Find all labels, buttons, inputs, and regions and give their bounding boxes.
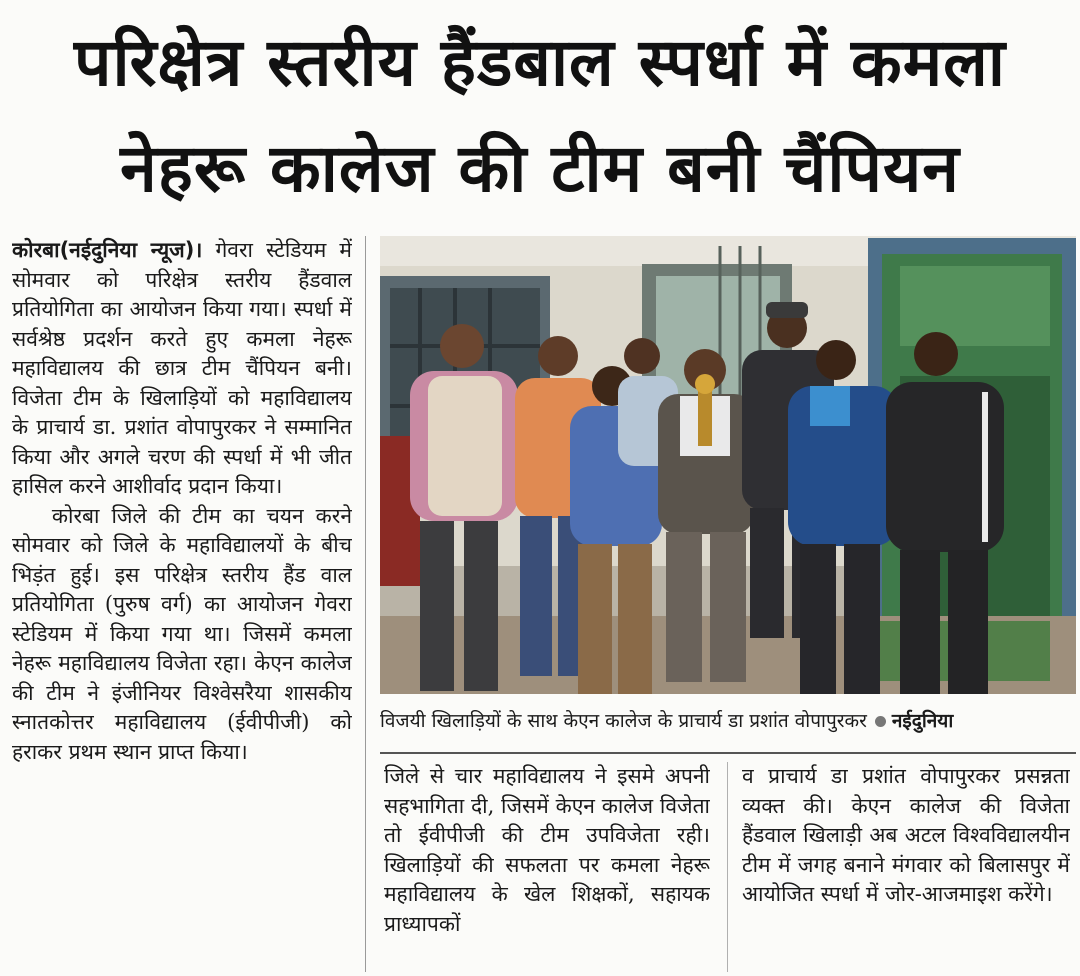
article-column-middle <box>384 762 710 974</box>
article-column-left <box>12 236 352 972</box>
photo-credit: नईदुनिया <box>891 710 954 732</box>
caption-text: विजयी खिलाड़ियों के साथ केएन कालेज के प्राचार्य डा प्रशांत वोपापुरकर <box>380 710 867 732</box>
bullet-dot-icon <box>875 716 886 727</box>
article-paragraph-2: कोरबा जिले की टीम का चयन करने सोमवार को जिले के महाविद्यालयों के बीच भिड़ंत हुई। इस परिक्षेत्र स्तरीय हैंड वाल प्रतियोगिता (पुरुष वर्ग) का आयोजन गेवरा स्टेडियम में किया गया था। जिसमें कमला नेहरू महाविद्यालय विजेता रहा। केएन कालेज की टीम ने इंजीनियर विश्वेसरैया शासकीय स्नातकोत्तर महाविद्यालय (ईवीपीजी) को हराकर प्रथम स्थान प्राप्त किया। <box>12 503 352 764</box>
team-photo <box>380 236 1076 694</box>
middle-column-text: जिले से चार महाविद्यालय ने इसमे अपनी सहभागिता दी, जिसमें केएन कालेज विजेता तो ईवीपीजी की टीम उपविजेता रही। खिलाड़ियों की सफलता पर कमला नेहरू महाविद्यालय के खेल शिक्षकों, सहायक प्राध्यापकों <box>384 764 710 936</box>
column-divider <box>365 236 366 972</box>
right-column-text: व प्राचार्य डा प्रशांत वोपापुरकर प्रसन्नता व्यक्त की। केएन कालेज की विजेता हैंडवाल खिलाड़ी अब अटल विश्वविद्यालयीन टीम में जगह बनाने मंगवार को बिलासपुर में आयोजित स्पर्धा में जोर-आजमाइश करेंगे। <box>742 764 1070 906</box>
article-column-right <box>742 762 1070 974</box>
photo-caption <box>380 704 1076 738</box>
caption-divider <box>380 752 1076 754</box>
article-paragraph-1 <box>12 236 352 502</box>
column-divider-2 <box>727 762 728 972</box>
headline-line-2: नेहरू कालेज की टीम बनी चैंपियन <box>120 130 960 207</box>
headline-line-1: परिक्षेत्र स्तरीय हैंडबाल स्पर्धा में कमला <box>73 24 1007 101</box>
dateline: कोरबा(नईदुनिया न्यूज)। <box>12 238 203 262</box>
paragraph-1-text: गेवरा स्टेडियम में सोमवार को परिक्षेत्र स्तरीय हैंडवाल प्रतियोगिता का आयोजन किया गया। स्पर्धा में सर्वश्रेष्ठ प्रदर्शन करते हुए कमला नेहरू महाविद्यालय की छात्र टीम चैंपियन बनी। विजेता टीम के खिलाड़ियों को महाविद्यालय के प्राचार्य डा. प्रशांत वोपापुरकर ने सम्मानित किया और अगले चरण की स्पर्धा में भी जीत हासिल करने आशीर्वाद प्रदान किया। <box>12 238 352 498</box>
